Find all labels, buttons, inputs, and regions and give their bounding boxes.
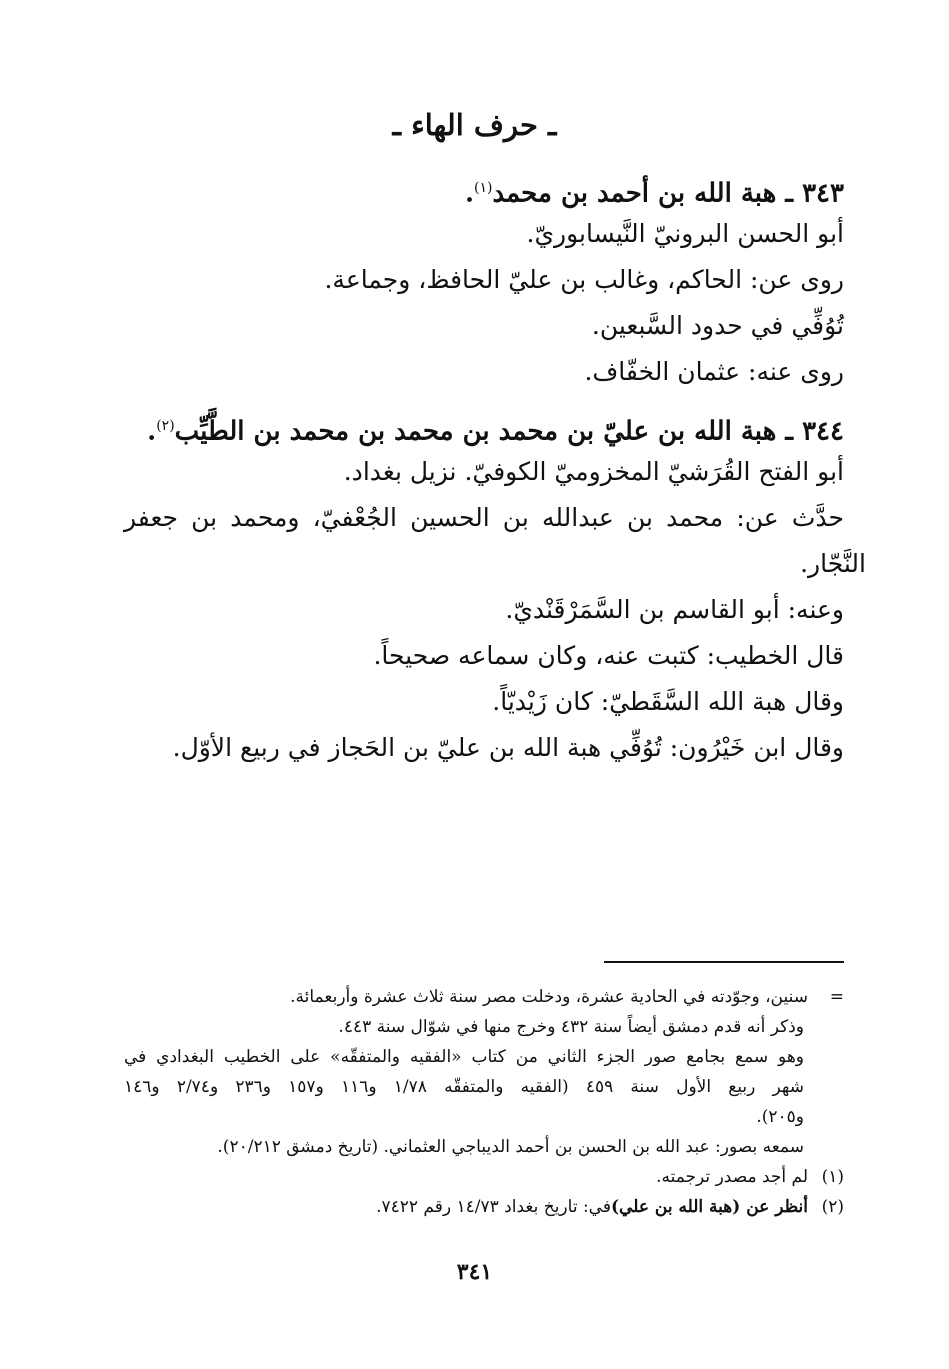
footnote-line: شهر ربيع الأول سنة ٤٥٩ (الفقيه والمتفقّه ١/٧٨ و١١٦ و١٥٧ و٢٣٦ و٢/٧٤ و١٤٦ [124, 1077, 805, 1097]
entry-line: حدَّث عن: محمد بن عبدالله بن الحسين الجُعْفيّ، ومحمد بن جعفر [124, 503, 844, 532]
entry-title-text: ٣٤٤ ـ هبة الله بن عليّ بن محمد بن محمد بن محمد بن الطَّيِّب [174, 416, 844, 447]
entry-line: روى عنه: عثمان الخفّاف. [584, 357, 844, 386]
entry-line: تُوُفِّي في حدود السَّبعين. [591, 311, 844, 340]
main-text [124, 165, 866, 771]
entry-line: وقال هبة الله السَّقَطيّ: كان زَيْديّاً. [492, 687, 844, 716]
continuation-marker: = [829, 987, 844, 1007]
entry-line: روى عن: الحاكم، وغالب بن عليّ الحافظ، وجماعة. [324, 265, 844, 294]
section-heading: ـ حرف الهاء ـ [392, 108, 557, 142]
entry-title-end: . [464, 178, 475, 209]
footnote-separator [604, 961, 844, 963]
entry-title-end: . [147, 416, 157, 447]
footnote-text-bold: أنظر عن (هبة الله بن علي) [610, 1197, 808, 1217]
entry-title-text: ٣٤٣ ـ هبة الله بن أحمد بن محمد [492, 178, 844, 209]
footnote-marker: (١) [821, 1167, 844, 1187]
entry-line: أبو الحسن البرونيّ النَّيسابوريّ. [526, 219, 844, 248]
entry-line: النَّجّار. [800, 549, 866, 578]
footnote-marker: (٢) [821, 1197, 844, 1217]
entry-title [124, 403, 844, 449]
footnote-ref: (١) [474, 180, 493, 196]
entry-line: وقال ابن خَيْرُون: تُوُفِّي هبة الله بن عليّ بن الحَجاز في ربيع الأوّل. [172, 733, 844, 762]
footnote-line: وذكر أنه قدم دمشق أيضاً سنة ٤٣٢ وخرج منها في شوّال سنة ٤٤٣. [338, 1017, 804, 1037]
footnote-ref: (٢) [156, 418, 175, 434]
footnote-text: في: تاريخ بغداد ١٤/٧٣ رقم ٧٤٢٢. [376, 1197, 611, 1217]
entry-line: قال الخطيب: كتبت عنه، وكان سماعه صحيحاً. [373, 641, 844, 670]
footnote-line [124, 982, 844, 1012]
entry-title [124, 165, 844, 211]
entry-line: أبو الفتح القُرَشيّ المخزوميّ الكوفيّ. نزيل بغداد. [343, 457, 844, 486]
page-number: ٣٤١ [456, 1259, 493, 1285]
entry-line: وعنه: أبو القاسم بن السَّمَرْقَنْديّ. [505, 595, 844, 624]
footnote-text: لم أجد مصدر ترجمته. [656, 1167, 808, 1187]
footnote-text: سنين، وجوّدته في الحادية عشرة، ودخلت مصر سنة ثلاث عشرة وأربعمائة. [290, 987, 808, 1007]
footnote-line: وهو سمع بجامع صور الجزء الثاني من كتاب «الفقيه والمتفقّه» على الخطيب البغدادي في [124, 1047, 804, 1067]
footnotes [124, 982, 844, 1222]
footnote-line [124, 1192, 844, 1222]
footnote-line: و٢٠٥). [756, 1107, 804, 1127]
footnote-line [124, 1162, 844, 1192]
footnote-line: سمعه بصور: عبد الله بن الحسن بن أحمد الديباجي العثماني. (تاريخ دمشق ٢٠/٢١٢). [217, 1137, 804, 1157]
